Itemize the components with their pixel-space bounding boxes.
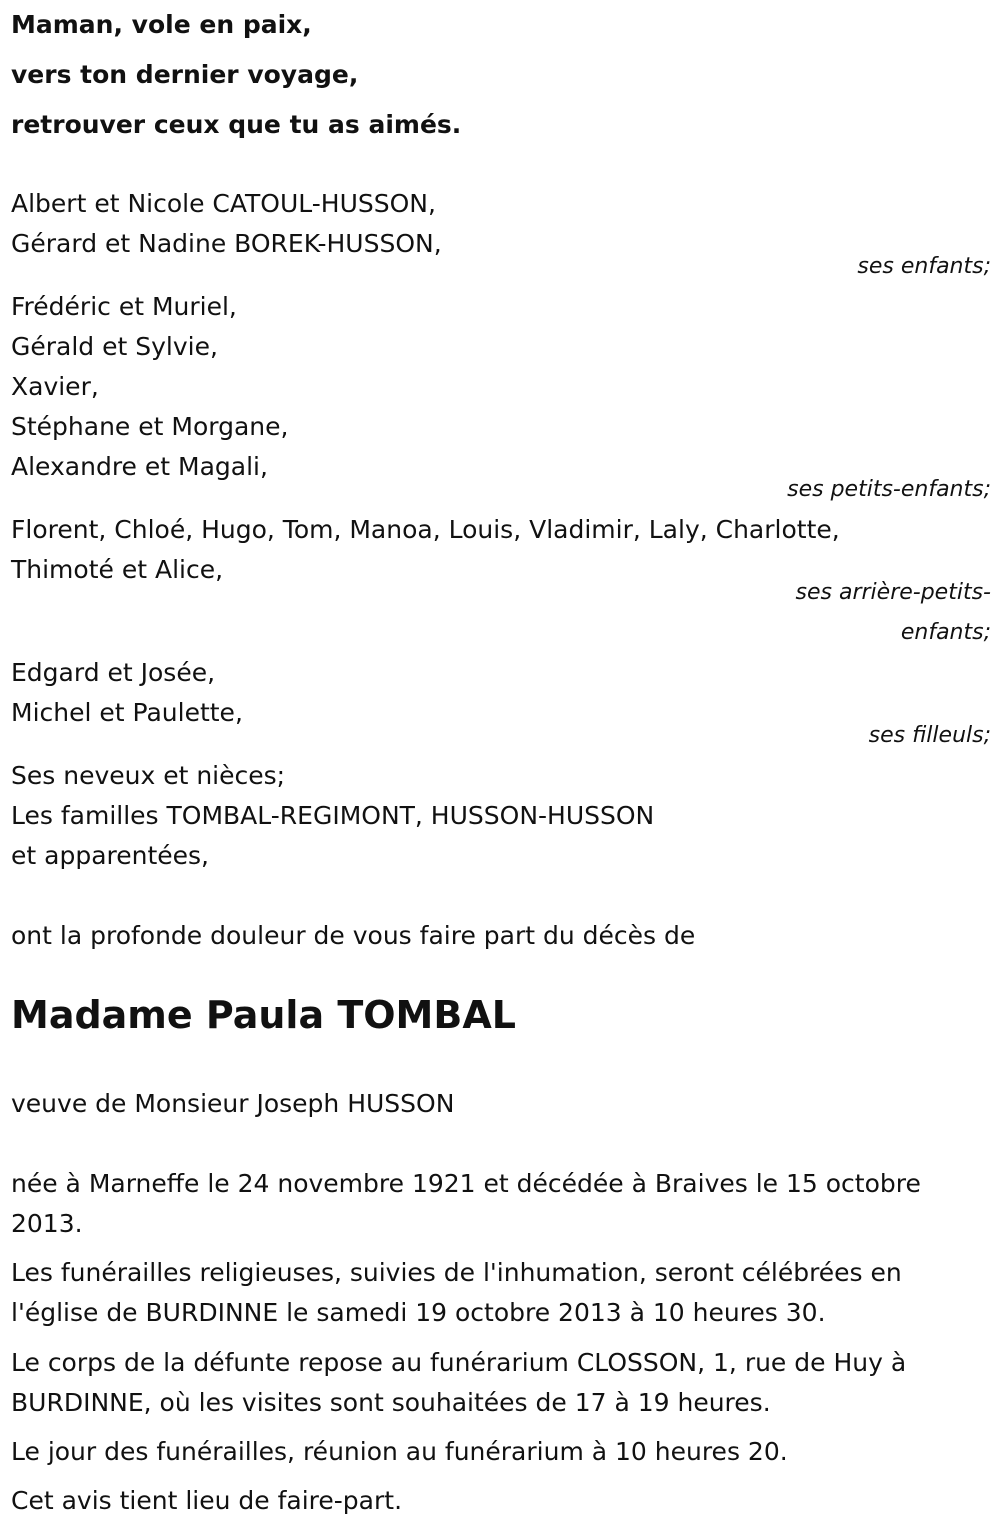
children-name: Gérard et Nadine BOREK-HUSSON, (11, 229, 442, 258)
rest-text: Le corps de la défunte repose au funérarium CLOSSON, 1, rue de Huy à BURDINNE, où les visites sont souhaitées de 17 à 19 heures. (11, 1348, 907, 1417)
notice-text: Cet avis tient lieu de faire-part. (11, 1486, 403, 1515)
meeting-text: Le jour des funérailles, réunion au funérarium à 10 heures 20. (11, 1437, 788, 1466)
children-role: ses enfants; (857, 254, 991, 279)
great-grandchildren-role: ses arrière-petits- (795, 580, 991, 605)
grandchildren-role: ses petits-enfants; (787, 477, 991, 502)
poem-line: retrouver ceux que tu as aimés. (11, 110, 462, 139)
godchild-name: Edgard et Josée, (11, 658, 216, 687)
birth-death-text: née à Marneffe le 24 novembre 1921 et décédée à Braives le 15 octobre 2013. (11, 1169, 921, 1238)
grandchild-name: Alexandre et Magali, (11, 452, 268, 481)
funeral-text: Les funérailles religieuses, suivies de l'inhumation, seront célébrées en l'église de BURDINNE le samedi 19 octobre 2013 à 10 heures 30. (11, 1258, 902, 1327)
poem-line: Maman, vole en paix, (11, 10, 312, 39)
other-relatives: et apparentées, (11, 841, 209, 870)
grandchild-name: Gérald et Sylvie, (11, 332, 218, 361)
obituary-notice (11, 0, 991, 1538)
godchild-name: Michel et Paulette, (11, 698, 243, 727)
poem-line: vers ton dernier voyage, (11, 60, 359, 89)
widow-of: veuve de Monsieur Joseph HUSSON (11, 1089, 455, 1118)
great-grandchildren-names: Florent, Chloé, Hugo, Tom, Manoa, Louis, Vladimir, Laly, Charlotte, (11, 515, 840, 544)
children-name: Albert et Nicole CATOUL-HUSSON, (11, 189, 436, 218)
great-grandchildren-names: Thimoté et Alice, (11, 555, 224, 584)
announcement: ont la profonde douleur de vous faire part du décès de (11, 921, 696, 950)
grandchild-name: Stéphane et Morgane, (11, 412, 289, 441)
grandchild-name: Xavier, (11, 372, 99, 401)
deceased-name: Madame Paula TOMBAL (11, 993, 516, 1037)
other-relatives: Les familles TOMBAL-REGIMONT, HUSSON-HUSSON (11, 801, 655, 830)
great-grandchildren-role: enfants; (900, 620, 991, 645)
other-relatives: Ses neveux et nièces; (11, 761, 286, 790)
grandchild-name: Frédéric et Muriel, (11, 292, 237, 321)
godchildren-role: ses filleuls; (868, 723, 991, 748)
